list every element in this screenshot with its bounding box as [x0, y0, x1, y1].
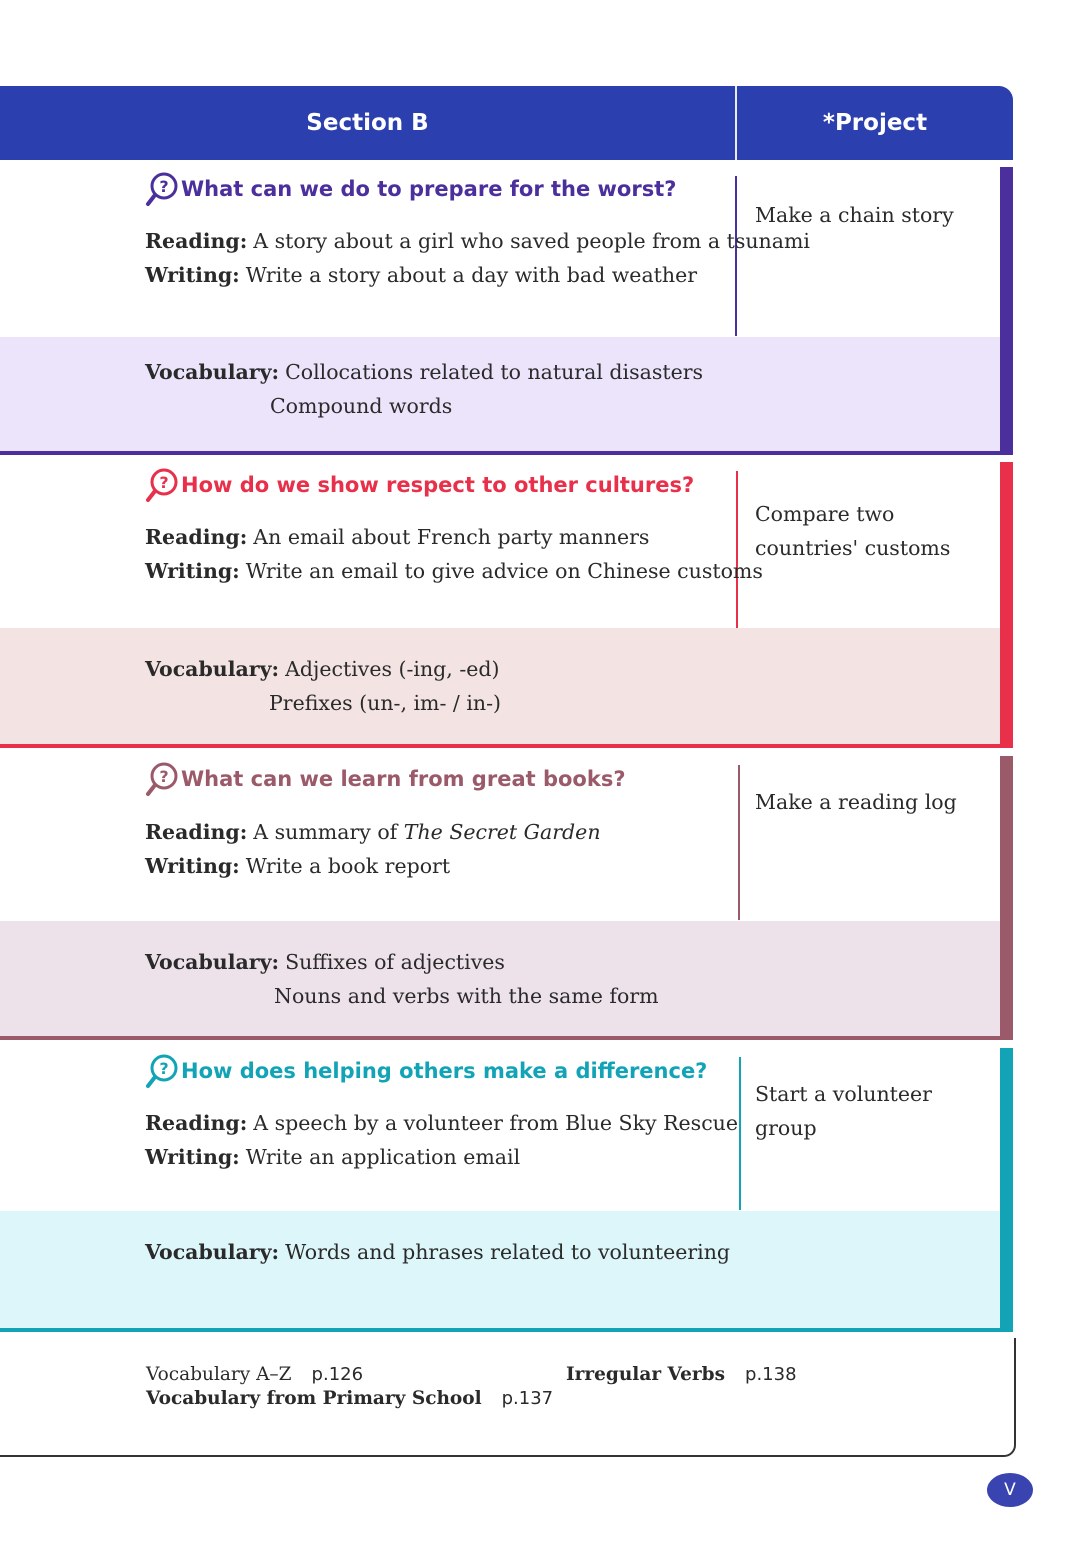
- unit-block: [0, 455, 1013, 749]
- reading-text: An email about French party manners: [253, 525, 650, 549]
- unit-block: [0, 160, 1013, 455]
- writing-label: Writing:: [145, 1145, 240, 1169]
- writing-text: Write a story about a day with bad weather: [245, 263, 698, 287]
- footer-vocab-primary-page: p.137: [501, 1388, 554, 1409]
- writing-label: Writing:: [145, 263, 240, 287]
- footer-vocab-primary-label: Vocabulary from Primary School: [146, 1388, 482, 1409]
- footer-irregular-label: Irregular Verbs: [566, 1364, 726, 1385]
- project-text: Compare two countries' customs: [755, 502, 951, 560]
- svg-text:?: ?: [159, 177, 169, 196]
- column-divider: [735, 176, 737, 336]
- reading-label: Reading:: [145, 525, 248, 549]
- accent-bar: [1000, 167, 1013, 451]
- header-project: *Project: [822, 110, 928, 136]
- header-section-b: Section B: [306, 110, 429, 136]
- vocabulary-label: Vocabulary:: [145, 360, 280, 384]
- writing-line: [145, 854, 450, 878]
- project-text: Make a reading log: [755, 790, 957, 814]
- svg-text:?: ?: [159, 1059, 169, 1078]
- writing-text: Write an email to give advice on Chinese customs: [245, 559, 763, 583]
- reading-line: [145, 525, 649, 549]
- writing-line: [145, 263, 697, 287]
- reading-text: A speech by a volunteer from Blue Sky Rescue: [253, 1111, 739, 1135]
- vocabulary-text: Words and phrases related to volunteering: [285, 1240, 731, 1264]
- vocabulary-label: Vocabulary:: [145, 657, 280, 681]
- writing-line: [145, 559, 763, 583]
- vocabulary-band: [0, 921, 1000, 1036]
- appendix-box: [0, 1338, 1016, 1457]
- question-text: What can we do to prepare for the worst?: [181, 177, 677, 201]
- reading-text: A story about a girl who saved people from a tsunami: [253, 229, 810, 253]
- vocabulary-band: [0, 337, 1000, 451]
- question-magnifier-icon: [145, 1053, 179, 1089]
- vocabulary-label: Vocabulary:: [145, 950, 280, 974]
- vocabulary-text: Collocations related to natural disasters: [285, 360, 704, 384]
- question-text: How do we show respect to other cultures?: [181, 473, 695, 497]
- reading-label: Reading:: [145, 229, 248, 253]
- footer-vocab-az: [146, 1364, 363, 1385]
- column-divider: [738, 765, 740, 920]
- unit-block: [0, 1041, 1013, 1333]
- unit-question: [145, 467, 694, 503]
- vocabulary-band: [0, 1211, 1000, 1328]
- question-text: How does helping others make a difference?: [181, 1059, 708, 1083]
- footer-vocab-az-page: p.126: [311, 1364, 364, 1385]
- project-text: Make a chain story: [755, 203, 954, 227]
- unit-block: [0, 749, 1013, 1041]
- writing-label: Writing:: [145, 559, 240, 583]
- question-magnifier-icon: [145, 467, 179, 503]
- reading-line: [145, 1111, 738, 1135]
- vocabulary-text-2: Prefixes (un-, im- / in-): [269, 691, 502, 715]
- vocabulary-text-2: Compound words: [270, 394, 453, 418]
- vocabulary-line: [145, 1240, 730, 1264]
- footer-vocab-primary: [146, 1388, 553, 1409]
- page-number: V: [987, 1473, 1033, 1507]
- accent-bar: [1000, 1048, 1013, 1328]
- accent-bar: [1000, 462, 1013, 745]
- vocabulary-text-2: Nouns and verbs with the same form: [274, 984, 659, 1008]
- vocabulary-line: [145, 657, 500, 681]
- book-title: The Secret Garden: [403, 820, 601, 844]
- accent-bar: [1000, 756, 1013, 1036]
- bottom-rule: [0, 1328, 1013, 1332]
- column-divider: [739, 1057, 741, 1210]
- bottom-rule: [0, 744, 1013, 748]
- reading-label: Reading:: [145, 820, 248, 844]
- writing-line: [145, 1145, 520, 1169]
- writing-text: Write an application email: [245, 1145, 521, 1169]
- reading-text: A summary of: [253, 820, 404, 844]
- project-text: Start a volunteer group: [755, 1082, 932, 1140]
- svg-text:?: ?: [159, 473, 169, 492]
- footer-irregular-page: p.138: [745, 1364, 797, 1385]
- vocabulary-label: Vocabulary:: [145, 1240, 280, 1264]
- svg-text:?: ?: [159, 767, 169, 786]
- footer-vocab-az-label: Vocabulary A–Z: [146, 1364, 292, 1385]
- vocabulary-line: [145, 950, 505, 974]
- bottom-rule: [0, 1036, 1013, 1040]
- vocabulary-text: Adjectives (-ing, -ed): [285, 657, 500, 681]
- unit-question: [145, 1053, 707, 1089]
- column-divider: [736, 471, 738, 628]
- reading-line: [145, 229, 810, 253]
- vocabulary-line: [145, 360, 703, 384]
- question-magnifier-icon: [145, 171, 179, 207]
- question-text: What can we learn from great books?: [181, 767, 626, 791]
- writing-text: Write a book report: [245, 854, 451, 878]
- vocabulary-band: [0, 628, 1000, 745]
- unit-question: [145, 171, 676, 207]
- footer-irregular: [566, 1364, 797, 1385]
- vocabulary-text: Suffixes of adjectives: [285, 950, 505, 974]
- table-header: [0, 86, 1013, 160]
- question-magnifier-icon: [145, 761, 179, 797]
- unit-question: [145, 761, 626, 797]
- writing-label: Writing:: [145, 854, 240, 878]
- reading-label: Reading:: [145, 1111, 248, 1135]
- reading-line: [145, 820, 601, 844]
